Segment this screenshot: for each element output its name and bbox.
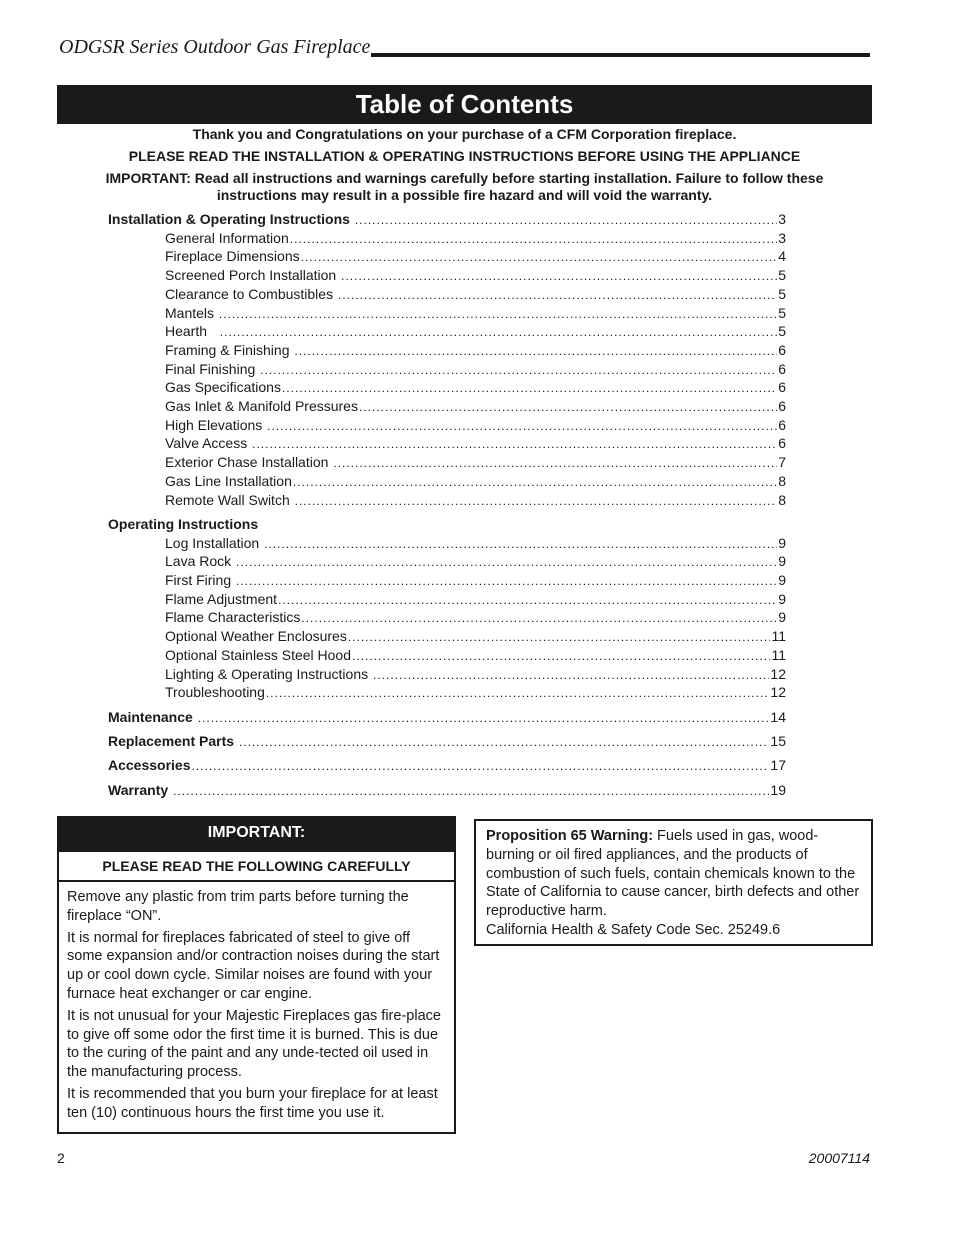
important-para-plastic: Remove any plastic from trim parts before turning the fireplace “ON”. (67, 889, 409, 924)
toc-leader-dots (293, 473, 777, 492)
toc-entry (108, 322, 786, 341)
toc-leader-dots (348, 628, 771, 647)
toc-page-number: 6 (778, 379, 786, 395)
header-rule (371, 53, 870, 57)
toc-leader-dots (236, 572, 777, 591)
toc-entry (108, 360, 786, 379)
toc-section-heading (108, 708, 786, 727)
toc-page-number: 7 (778, 454, 786, 470)
toc-label: Valve Access (165, 435, 252, 451)
toc-label: Final Finishing (165, 361, 260, 377)
toc-label: High Elevations (165, 417, 267, 433)
toc-page-number: 8 (778, 473, 786, 489)
toc-leader-dots (236, 553, 777, 572)
toc-entry (108, 627, 786, 646)
toc-entry (108, 491, 786, 510)
toc-entry (108, 416, 786, 435)
toc-page-number: 9 (778, 553, 786, 569)
toc-entry (108, 229, 786, 248)
toc-leader-dots (294, 342, 777, 361)
toc-entry (108, 266, 786, 285)
toc-page-number: 14 (770, 709, 786, 725)
toc-page-number: 9 (778, 609, 786, 625)
toc-label: Gas Inlet & Manifold Pressures (165, 398, 358, 414)
toc-page-number: 6 (778, 342, 786, 358)
toc-leader-dots (355, 211, 777, 230)
toc-label: Optional Weather Enclosures (165, 628, 347, 644)
toc-page-number: 5 (778, 286, 786, 302)
toc-entry (108, 285, 786, 304)
important-para-noises: It is normal for fireplaces fabricated of steel to give off some expansion and/or contraction noises during the start up or cool down cycle. Similar noises are found with your furnace heat exchanger or car engine. (67, 929, 440, 1002)
toc-entry (108, 397, 786, 416)
toc-leader-dots (359, 398, 777, 417)
toc-page-number: 5 (778, 267, 786, 283)
toc-label: Clearance to Combustibles (165, 286, 337, 302)
toc-label: Mantels (165, 305, 218, 321)
toc-leader-dots (341, 267, 777, 286)
toc-page-number: 6 (778, 398, 786, 414)
important-subheading: PLEASE READ THE FOLLOWING CAREFULLY (59, 852, 454, 882)
toc-label: Exterior Chase Installation (165, 454, 333, 470)
toc-label: Installation & Operating Instructions (108, 211, 354, 227)
toc-page-number: 11 (771, 647, 786, 663)
toc-leader-dots (192, 757, 770, 776)
toc-leader-dots (338, 286, 777, 305)
toc-page-number: 17 (770, 757, 786, 773)
toc-entry (108, 665, 786, 684)
toc-page-number: 9 (778, 572, 786, 588)
prop65-warning-box (474, 819, 873, 946)
toc-entry (108, 683, 786, 702)
toc-page-number: 6 (778, 435, 786, 451)
toc-entry (108, 646, 786, 665)
toc-entry (108, 534, 786, 553)
toc-banner: Table of Contents (57, 85, 872, 124)
toc-leader-dots (220, 323, 778, 342)
toc-label: Accessories (108, 757, 191, 773)
toc-entry (108, 247, 786, 266)
prop65-body: Fuels used in gas, wood-burning or oil fired appliances, and the products of combustion of such fuels, contain chemicals known to the State of California to cause cancer, birth defects and other reproductive harm. (486, 828, 860, 920)
toc-leader-dots (266, 684, 770, 703)
toc-leader-dots (239, 733, 769, 752)
important-para-burn-in: It is recommended that you burn your fireplace for at least ten (10) continuous hours the first time you use it. (67, 1085, 438, 1121)
toc-label: First Firing (165, 572, 235, 588)
toc-leader-dots (333, 454, 777, 473)
prop65-warning-text (486, 827, 861, 921)
toc-entry (108, 378, 786, 397)
toc-page-number: 15 (770, 733, 786, 749)
toc-label: Optional Stainless Steel Hood (165, 647, 351, 663)
toc-label: Gas Line Installation (165, 473, 292, 489)
toc-leader-dots (352, 647, 770, 666)
toc-section-heading (108, 756, 786, 775)
important-body (59, 882, 454, 1123)
toc-label: Operating Instructions (108, 516, 259, 532)
toc-page-number: 3 (778, 211, 786, 227)
important-box (57, 816, 456, 1134)
toc-page-number: 4 (778, 248, 786, 264)
intro-important-b: instructions may result in a possible fire hazard and will void the warranty. (216, 187, 713, 203)
toc-entry (108, 341, 786, 360)
important-para-odor: It is not unusual for your Majestic Fireplaces gas fire-place to give off some odor the first time it is burned. This is due to the curing of the paint and any unde-tected oil used in the manufacturing process. (67, 1007, 441, 1081)
toc-section-heading (108, 515, 786, 534)
page-header-title: ODGSR Series Outdoor Gas Fireplace (59, 36, 371, 58)
prop65-label: Proposition 65 Warning: (486, 828, 654, 844)
toc-label: Gas Specifications (165, 379, 281, 395)
toc-section-heading (108, 781, 786, 800)
toc-page-number: 5 (778, 323, 786, 339)
toc-label: Replacement Parts (108, 733, 238, 749)
toc-leader-dots (198, 709, 770, 728)
toc-label: Troubleshooting (165, 684, 265, 700)
footer-doc-number: 20007114 (808, 1150, 870, 1166)
toc-label: Fireplace Dimensions (165, 248, 300, 264)
toc-entry (108, 590, 786, 609)
toc-entry (108, 552, 786, 571)
toc-page-number: 8 (778, 492, 786, 508)
toc-label: General Information (165, 230, 289, 246)
intro-read-instructions: PLEASE READ THE INSTALLATION & OPERATING INSTRUCTIONS BEFORE USING THE APPLIANCE (128, 148, 801, 164)
toc-entry (108, 608, 786, 627)
toc-section-heading (108, 732, 786, 751)
toc-page-number: 6 (778, 361, 786, 377)
toc-page-number: 3 (778, 230, 786, 246)
toc-page-number: 19 (770, 782, 786, 798)
toc-leader-dots (252, 435, 777, 454)
intro-important-a: IMPORTANT: Read all instructions and warnings carefully before starting installation. Failure to follow these (105, 170, 824, 186)
toc-label: Lava Rock (165, 553, 236, 569)
toc-leader-dots (295, 492, 778, 511)
toc-label: Hearth (165, 323, 219, 339)
toc-label: Flame Adjustment (165, 591, 278, 607)
toc-label: Warranty (108, 782, 173, 798)
footer-page-number: 2 (57, 1150, 65, 1166)
toc-page-number: 5 (778, 305, 786, 321)
toc-page-number: 12 (770, 666, 786, 682)
prop65-code: California Health & Safety Code Sec. 25249.6 (486, 921, 781, 938)
toc-label: Screened Porch Installation (165, 267, 341, 283)
toc-page-number: 11 (771, 628, 786, 644)
toc-entry (108, 472, 786, 491)
toc-leader-dots (301, 248, 778, 267)
toc-label: Flame Characteristics (165, 609, 301, 625)
toc-page-number: 9 (778, 535, 786, 551)
toc-label: Log Installation (165, 535, 264, 551)
toc-page-number: 9 (778, 591, 786, 607)
toc-entry (108, 453, 786, 472)
toc-page-number: 12 (770, 684, 786, 700)
important-heading: IMPORTANT: (59, 818, 454, 852)
toc-entry (108, 304, 786, 323)
intro-thanks: Thank you and Congratulations on your purchase of a CFM Corporation fireplace. (192, 126, 737, 142)
toc-label: Lighting & Operating Instructions (165, 666, 373, 682)
toc-label: Framing & Finishing (165, 342, 294, 358)
toc-section-heading (108, 210, 786, 229)
toc-leader-dots (282, 379, 777, 398)
toc-leader-dots (173, 782, 769, 801)
toc-page-number: 6 (778, 417, 786, 433)
toc-label: Remote Wall Switch (165, 492, 294, 508)
toc-leader-dots (301, 609, 777, 628)
toc-label: Maintenance (108, 709, 197, 725)
toc-entry (108, 571, 786, 590)
toc-entry (108, 434, 786, 453)
